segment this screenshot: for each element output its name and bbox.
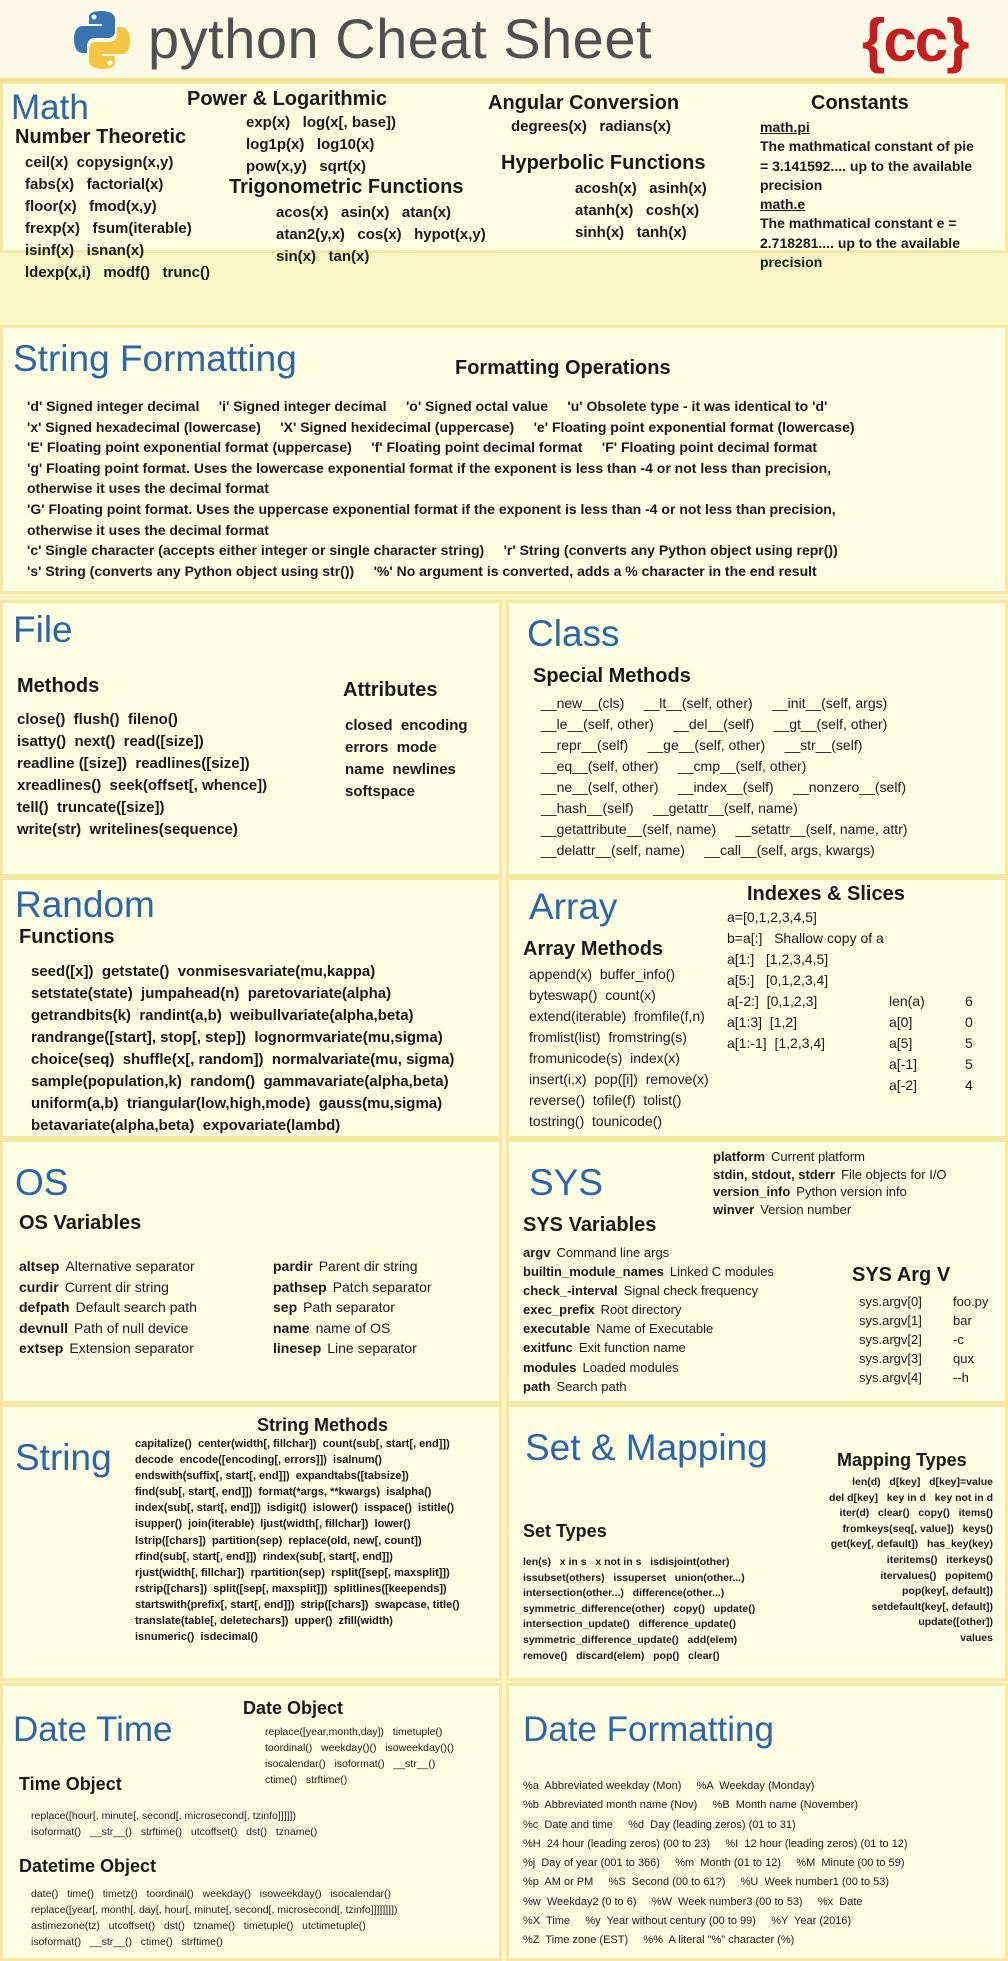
sys-variable-key: modules bbox=[523, 1359, 577, 1375]
set-type-line: len(s) x in s x not in s isdisjoint(other) bbox=[523, 1556, 730, 1568]
format-op-line: otherwise it uses the decimal format bbox=[27, 521, 269, 538]
index-pair bbox=[889, 1075, 973, 1096]
sys-variable bbox=[523, 1377, 774, 1396]
format-op-line: 'c' Single character (accepts either integer or single character string) 'r' String (converts any Python object using repr()) bbox=[27, 542, 838, 559]
math-function-line: pow(x,y) sqrt(x) bbox=[246, 158, 367, 175]
indexes-title: Indexes & Slices bbox=[747, 883, 905, 905]
file-method-line: isatty() next() read([size]) bbox=[17, 733, 204, 750]
format-op-line: 'd' Signed integer decimal 'i' Signed integer decimal 'o' Signed octal value 'u' Obsolete type - it was identical to 'd' bbox=[27, 398, 828, 414]
math-function-line: ceil(x) copysign(x,y) bbox=[25, 154, 174, 171]
sys-argv-row-value: --h bbox=[953, 1370, 969, 1385]
index-line: a[1:-1] [1,2,3,4] bbox=[727, 1035, 826, 1051]
sys-argv-title: SYS Arg V bbox=[852, 1264, 951, 1286]
date-object-line: replace([year,month,day]) timetuple() bbox=[265, 1726, 443, 1738]
math-function-line: floor(x) fmod(x,y) bbox=[25, 198, 157, 215]
os-variable-value: Line separator bbox=[327, 1340, 417, 1356]
random-function-line: setstate(state) jumpahead(n) paretovariate(alpha) bbox=[31, 985, 392, 1002]
sys-variable-key: argv bbox=[523, 1245, 551, 1260]
time-object-line: isoformat() __str__() strftime() utcoffset() dst() tzname() bbox=[31, 1826, 318, 1838]
sys-variable bbox=[523, 1262, 774, 1281]
constants-title: Constants bbox=[811, 92, 909, 114]
sys-variable bbox=[523, 1243, 774, 1262]
indexes-list bbox=[727, 907, 884, 1054]
os-variable bbox=[273, 1256, 432, 1277]
sys-top-item-value: Python version info bbox=[796, 1184, 907, 1200]
sys-argv-row-key: sys.argv[1] bbox=[859, 1313, 922, 1328]
random-section bbox=[0, 877, 502, 1139]
sys-top-item-value: File objects for I/O bbox=[841, 1166, 947, 1182]
random-function-line: randrange([start], stop[, step]) lognormvariate(mu,sigma) bbox=[31, 1029, 443, 1046]
string-methods-list bbox=[135, 1436, 460, 1645]
index-pair bbox=[889, 1033, 973, 1054]
class-title: Class bbox=[527, 613, 620, 654]
os-variable-key: devnull bbox=[19, 1319, 69, 1336]
class-section bbox=[506, 600, 1008, 877]
date-object-line: isocalendar() isoformat() __str__() bbox=[265, 1758, 436, 1770]
format-op-line: otherwise it uses the decimal format bbox=[27, 480, 269, 497]
header bbox=[0, 0, 1008, 81]
mapping-type-line: update([other]) bbox=[918, 1616, 993, 1629]
index-pair-key: a[-2] bbox=[889, 1077, 918, 1093]
array-method-line: insert(i,x) pop([i]) remove(x) bbox=[529, 1071, 709, 1087]
time-object-title: Time Object bbox=[19, 1774, 122, 1794]
datetime-object-title: Datetime Object bbox=[19, 1856, 157, 1876]
index-pair-value: 6 bbox=[965, 993, 973, 1009]
string-formatting-title: String Formatting bbox=[13, 338, 297, 379]
date-time-title: Date Time bbox=[13, 1710, 173, 1749]
sys-argv-row bbox=[859, 1311, 988, 1330]
date-object-title: Date Object bbox=[243, 1698, 344, 1718]
random-function-line: getrandbits(k) randint(a,b) weibullvariate(alpha,beta) bbox=[31, 1007, 414, 1024]
set-type-line: issubset(others) issuperset union(other...) bbox=[523, 1571, 745, 1584]
number-theoretic-list bbox=[25, 152, 210, 284]
python-logo-icon bbox=[70, 8, 134, 72]
sys-variable-key: executable bbox=[523, 1321, 591, 1337]
date-format-line: %X Time %y Year without century (00 to 99) %Y Year (2016) bbox=[523, 1915, 852, 1928]
os-variable-key: altsep bbox=[19, 1258, 60, 1274]
random-function-line: seed([x]) getstate() vonmisesvariate(mu,kappa) bbox=[31, 963, 376, 980]
sys-top-item-key: winver bbox=[713, 1202, 755, 1218]
sys-variable-value: Loaded modules bbox=[582, 1359, 679, 1375]
datetime-object-list bbox=[31, 1886, 398, 1950]
date-format-line: %w Weekday2 (0 to 6) %W Week number3 (00 to 53) %x Date bbox=[523, 1895, 863, 1908]
sys-top-item bbox=[713, 1183, 947, 1201]
math-function-line: sin(x) tan(x) bbox=[276, 248, 370, 265]
date-format-line: %p AM or PM %S Second (00 to 61?) %U Week number1 (00 to 53) bbox=[523, 1876, 890, 1889]
format-op-line: 'E' Floating point exponential format (uppercase) 'f' Floating point decimal format 'F' Floating point decimal format bbox=[27, 439, 818, 456]
os-variable bbox=[273, 1277, 432, 1298]
os-variable-value: Path of null device bbox=[74, 1319, 189, 1336]
sys-top-item-key: version_info bbox=[713, 1184, 791, 1200]
math-function-line: fabs(x) factorial(x) bbox=[25, 176, 164, 193]
sys-variable-key: builtin_module_names bbox=[523, 1264, 664, 1280]
file-attribute-line: name newlines bbox=[345, 761, 456, 778]
os-variable-value: Current dir string bbox=[64, 1278, 169, 1295]
string-method-line: find(sub[, start[, end]]) format(*args, **kwargs) isalpha() bbox=[135, 1486, 432, 1499]
os-title: OS bbox=[15, 1162, 69, 1203]
formatting-operations-list bbox=[27, 396, 855, 581]
power-log-title: Power & Logarithmic bbox=[187, 88, 388, 110]
sys-variable-key: path bbox=[523, 1378, 551, 1394]
string-method-line: index(sub[, start[, end]]) isdigit() islower() isspace() istitle() bbox=[135, 1502, 455, 1515]
set-types-title: Set Types bbox=[523, 1521, 607, 1541]
index-line: a[-2:] [0,1,2,3] bbox=[727, 993, 818, 1009]
sys-variable bbox=[523, 1281, 774, 1300]
random-function-line: choice(seq) shuffle(x[, random]) normalvariate(mu, sigma) bbox=[31, 1051, 455, 1068]
number-theoretic-title: Number Theoretic bbox=[15, 126, 187, 148]
date-format-line: %H 24 hour (leading zeros) (00 to 23) %I 12 hour (leading zeros) (01 to 12) bbox=[523, 1837, 908, 1850]
math-function-line: atanh(x) cosh(x) bbox=[575, 202, 700, 219]
file-attribute-line: closed encoding bbox=[345, 717, 468, 734]
special-method-line: __delattr__(self, name) __call__(self, args, kwargs) bbox=[541, 842, 875, 858]
sys-argv-row-key: sys.argv[0] bbox=[859, 1294, 922, 1309]
index-pair-value: 0 bbox=[965, 1014, 973, 1030]
index-pair bbox=[889, 1054, 973, 1075]
os-variable-key: curdir bbox=[19, 1278, 59, 1295]
special-methods-title: Special Methods bbox=[533, 665, 691, 687]
file-attribute-line: softspace bbox=[345, 783, 416, 800]
os-variable-value: Default search path bbox=[75, 1299, 197, 1315]
os-variable-key: linesep bbox=[273, 1340, 322, 1356]
set-type-line: symmetric_difference(other) copy() update() bbox=[523, 1602, 756, 1615]
datetime-object-line: isoformat() __str__() ctime() strftime() bbox=[31, 1936, 223, 1948]
sys-variable-key: exec_prefix bbox=[523, 1302, 595, 1318]
date-format-line: %a Abbreviated weekday (Mon) %A Weekday (Monday) bbox=[523, 1780, 815, 1792]
string-method-line: decode encode([encoding[, errors]]) isalnum() bbox=[135, 1454, 382, 1467]
special-method-line: __getattribute__(self, name) __setattr__(self, name, attr) bbox=[541, 821, 908, 837]
math-pi-desc bbox=[760, 137, 974, 196]
constant-desc-line: precision bbox=[760, 254, 823, 270]
format-op-line: 's' String (converts any Python object using str()) '%' No argument is converted, adds a % character in the end result bbox=[27, 562, 817, 579]
format-op-line: 'g' Floating point format. Uses the lowercase exponential format if the exponent is less than -4 or not less than precision, bbox=[27, 459, 832, 476]
random-functions-title: Functions bbox=[19, 926, 115, 948]
special-method-line: __ne__(self, other) __index__(self) __nonzero__(self) bbox=[541, 779, 906, 795]
os-variables-title: OS Variables bbox=[19, 1212, 142, 1234]
array-method-line: append(x) buffer_info() bbox=[529, 966, 676, 982]
math-function-line: acos(x) asin(x) atan(x) bbox=[276, 204, 452, 221]
string-method-line: translate(table[, deletechars]) upper() zfill(width) bbox=[135, 1615, 393, 1628]
os-variable-value: Patch separator bbox=[332, 1278, 432, 1295]
array-title: Array bbox=[529, 886, 618, 927]
mapping-type-line: pop(key[, default]) bbox=[902, 1585, 993, 1598]
angular-list bbox=[511, 116, 671, 138]
file-methods-list bbox=[17, 709, 267, 841]
mapping-type-line: len(d) d[key] d[key]=value bbox=[852, 1476, 993, 1488]
math-title: Math bbox=[11, 88, 89, 127]
hyperbolic-list bbox=[575, 178, 707, 244]
math-section bbox=[0, 81, 1008, 281]
file-methods-title: Methods bbox=[17, 675, 100, 697]
array-method-line: reverse() tofile(f) tolist() bbox=[529, 1092, 682, 1108]
sys-top-item-key: platform bbox=[713, 1149, 765, 1164]
os-section bbox=[0, 1139, 502, 1404]
index-pair-value: 5 bbox=[965, 1056, 973, 1072]
os-variables-right bbox=[273, 1256, 432, 1359]
sys-variable bbox=[523, 1300, 774, 1319]
math-function-line: atan2(y,x) cos(x) hypot(x,y) bbox=[276, 226, 486, 243]
trig-title: Trigonometric Functions bbox=[229, 176, 464, 198]
sys-argv-row bbox=[859, 1368, 988, 1387]
sys-top-item-value: Version number bbox=[760, 1202, 852, 1218]
math-function-line: ldexp(x,i) modf() trunc() bbox=[25, 264, 210, 281]
mapping-type-line: del d[key] key in d key not in d bbox=[829, 1491, 993, 1504]
sys-title: SYS bbox=[529, 1162, 604, 1203]
set-type-line: remove() discard(elem) pop() clear() bbox=[523, 1649, 720, 1662]
index-pair-value: 4 bbox=[965, 1077, 973, 1093]
angular-title: Angular Conversion bbox=[488, 92, 680, 114]
set-mapping-section bbox=[506, 1404, 1008, 1681]
time-object-list bbox=[31, 1808, 317, 1840]
file-attributes-list bbox=[345, 715, 468, 803]
sys-argv-row-value: bar bbox=[953, 1313, 972, 1328]
sys-argv-row-key: sys.argv[2] bbox=[859, 1332, 922, 1347]
sys-section bbox=[506, 1139, 1008, 1404]
date-object-list bbox=[265, 1724, 454, 1788]
sys-variable-value: Signal check frequency bbox=[623, 1283, 759, 1299]
format-op-line: 'x' Signed hexadecimal (lowercase) 'X' Signed hexidecimal (uppercase) 'e' Floating point exponential format (lowercase) bbox=[27, 418, 855, 435]
sys-top-item bbox=[713, 1166, 947, 1184]
power-log-list bbox=[246, 112, 396, 178]
sys-argv-list bbox=[859, 1292, 988, 1387]
string-methods-title: String Methods bbox=[257, 1415, 388, 1435]
index-pair-key: a[0] bbox=[889, 1014, 913, 1030]
mapping-type-line: iteritems() iterkeys() bbox=[886, 1553, 993, 1566]
random-functions-list bbox=[31, 961, 454, 1137]
random-function-line: sample(population,k) random() gammavariate(alpha,beta) bbox=[31, 1073, 449, 1090]
mapping-types-list bbox=[829, 1475, 993, 1647]
os-variable bbox=[19, 1318, 197, 1339]
index-pair bbox=[889, 991, 973, 1012]
hyperbolic-title: Hyperbolic Functions bbox=[501, 152, 706, 174]
set-type-line: symmetric_difference_update() add(elem) bbox=[523, 1633, 738, 1646]
date-formatting-section bbox=[506, 1683, 1008, 1961]
constant-desc-line: precision bbox=[760, 177, 823, 193]
file-method-line: xreadlines() seek(offset[, whence]) bbox=[17, 777, 268, 794]
file-method-line: close() flush() fileno() bbox=[17, 711, 178, 728]
random-function-line: uniform(a,b) triangular(low,high,mode) gauss(mu,sigma) bbox=[31, 1095, 443, 1112]
os-variables-left bbox=[19, 1256, 197, 1359]
index-line: a[1:3] [1,2] bbox=[727, 1014, 798, 1030]
constant-desc-line: 2.718281.... up to the available bbox=[760, 234, 960, 251]
math-e-name: math.e bbox=[760, 196, 806, 212]
mapping-type-line: iter(d) clear() copy() items() bbox=[839, 1507, 993, 1520]
cc-badge: {cc} bbox=[862, 7, 968, 74]
os-variable bbox=[19, 1256, 197, 1277]
special-method-line: __hash__(self) __getattr__(self, name) bbox=[541, 800, 798, 816]
random-title: Random bbox=[15, 884, 155, 925]
date-object-line: ctime() strftime() bbox=[265, 1774, 348, 1786]
string-formatting-section bbox=[0, 325, 1008, 594]
sys-variable-value: Search path bbox=[556, 1378, 627, 1394]
file-method-line: tell() truncate([size]) bbox=[17, 799, 165, 816]
sys-argv-row-key: sys.argv[4] bbox=[859, 1370, 922, 1385]
string-method-line: isnumeric() isdecimal() bbox=[135, 1631, 258, 1644]
os-variable-value: Alternative separator bbox=[65, 1258, 195, 1274]
formatting-operations-title: Formatting Operations bbox=[455, 357, 671, 379]
special-method-line: __new__(cls) __lt__(self, other) __init__(self, args) bbox=[541, 695, 888, 711]
index-pair-key: a[5] bbox=[889, 1035, 913, 1051]
string-method-line: lstrip([chars]) partition(sep) replace(old, new[, count]) bbox=[135, 1534, 422, 1547]
sys-argv-row-value: -c bbox=[953, 1332, 964, 1347]
sys-variable-value: Exit function name bbox=[578, 1340, 686, 1356]
date-formatting-list bbox=[523, 1777, 908, 1951]
format-op-line: 'G' Floating point format. Uses the uppercase exponential format if the exponent is less than -4 or not less than precision, bbox=[27, 500, 836, 517]
index-line: b=a[:] Shallow copy of a bbox=[727, 930, 884, 946]
string-method-line: rstrip([chars]) split([sep[, maxsplit]]) splitlines([keepends]) bbox=[135, 1582, 447, 1595]
mapping-type-line: values bbox=[960, 1631, 993, 1644]
datetime-object-line: date() time() timetz() toordinal() weekday() isoweekday() isocalendar() bbox=[31, 1888, 392, 1900]
sys-top-item-key: stdin, stdout, stderr bbox=[713, 1166, 836, 1182]
array-methods-title: Array Methods bbox=[523, 938, 664, 960]
datetime-object-line: astimezone(tz) utcoffset() dst() tzname() timetuple() utctimetuple() bbox=[31, 1920, 366, 1932]
date-format-line: %j Day of year (001 to 366) %m Month (01 to 12) %M Minute (00 to 59) bbox=[523, 1857, 905, 1870]
sys-variable-key: check_-interval bbox=[523, 1283, 618, 1299]
math-function-line: exp(x) log(x[, base]) bbox=[246, 114, 397, 131]
indexes-pairs bbox=[889, 991, 973, 1096]
date-format-line: %b Abbreviated month name (Nov) %B Month name (November) bbox=[523, 1799, 859, 1812]
index-pair-key: a[-1] bbox=[889, 1056, 918, 1072]
trig-list bbox=[276, 202, 486, 268]
special-method-line: __le__(self, other) __del__(self) __gt__(self, other) bbox=[541, 716, 888, 732]
os-variable-value: Parent dir string bbox=[318, 1258, 418, 1274]
file-section bbox=[0, 600, 502, 877]
sys-variable bbox=[523, 1358, 774, 1377]
special-methods-list bbox=[541, 693, 908, 861]
date-format-line: %Z Time zone (EST) %% A literal "%" character (%) bbox=[523, 1934, 795, 1947]
sys-argv-row bbox=[859, 1349, 988, 1368]
special-method-line: __repr__(self) __ge__(self, other) __str__(self) bbox=[541, 737, 863, 753]
array-method-line: tostring() tounicode() bbox=[529, 1113, 663, 1129]
os-variable-key: defpath bbox=[19, 1299, 70, 1315]
index-line: a[5:] [0,1,2,3,4] bbox=[727, 972, 829, 988]
os-variable-value: Path separator bbox=[303, 1299, 395, 1315]
string-method-line: isupper() join(iterable) ljust(width[, fillchar]) lower() bbox=[135, 1518, 411, 1531]
os-variable bbox=[273, 1338, 432, 1359]
os-variable bbox=[19, 1338, 197, 1359]
os-variable-key: pathsep bbox=[273, 1278, 327, 1295]
os-variable bbox=[19, 1297, 197, 1318]
math-pi-name: math.pi bbox=[760, 119, 810, 135]
index-pair bbox=[889, 1012, 973, 1033]
constant-desc-line: The mathmatical constant of pie bbox=[760, 138, 974, 154]
sys-argv-row-value: foo.py bbox=[953, 1294, 989, 1309]
set-types-list bbox=[523, 1555, 755, 1664]
mapping-type-line: setdefault(key[, default]) bbox=[871, 1600, 993, 1613]
set-type-line: intersection(other...) difference(other...) bbox=[523, 1587, 725, 1600]
sys-variable-value: Name of Executable bbox=[596, 1321, 714, 1337]
index-pair-value: 5 bbox=[965, 1035, 973, 1051]
string-method-line: rfind(sub[, start[, end]]) rindex(sub[, start[, end]]) bbox=[135, 1550, 393, 1563]
random-function-line: betavariate(alpha,beta) expovariate(lambd) bbox=[31, 1117, 341, 1134]
string-method-line: endswith(suffix[, start[, end]]) expandtabs([tabsize]) bbox=[135, 1470, 409, 1483]
sys-variable bbox=[523, 1338, 774, 1357]
os-variable-key: name bbox=[273, 1319, 310, 1336]
sys-top-item-value: Current platform bbox=[771, 1149, 865, 1164]
string-title: String bbox=[15, 1437, 112, 1478]
array-method-line: fromlist(list) fromstring(s) bbox=[529, 1029, 687, 1045]
time-object-line: replace([hour[, minute[, second[, microsecond[, tzinfo]]]]]) bbox=[31, 1810, 296, 1822]
array-method-line: fromunicode(s) index(x) bbox=[529, 1050, 680, 1066]
date-formatting-title: Date Formatting bbox=[523, 1710, 774, 1749]
sys-variable-key: exitfunc bbox=[523, 1340, 573, 1356]
sys-variable-value: Command line args bbox=[556, 1245, 670, 1260]
math-e-desc bbox=[760, 214, 960, 273]
math-function-line: sinh(x) tanh(x) bbox=[575, 224, 687, 241]
array-method-line: extend(iterable) fromfile(f,n) bbox=[529, 1008, 705, 1024]
index-line: a[1:] [1,2,3,4,5] bbox=[727, 951, 829, 967]
sys-top-item bbox=[713, 1148, 947, 1166]
mapping-type-line: fromkeys(seq[, value]) keys() bbox=[842, 1522, 993, 1535]
file-title: File bbox=[13, 609, 73, 650]
string-method-line: startswith(prefix[, start[, end]]) strip([chars]) swapcase, title() bbox=[135, 1598, 460, 1611]
constant-desc-line: = 3.141592.... up to the available bbox=[760, 157, 973, 174]
os-variable-key: extsep bbox=[19, 1340, 64, 1356]
string-section bbox=[0, 1404, 502, 1681]
file-method-line: write(str) writelines(sequence) bbox=[17, 821, 238, 838]
os-variable bbox=[19, 1277, 197, 1298]
sys-argv-row bbox=[859, 1292, 988, 1311]
array-method-line: byteswap() count(x) bbox=[529, 987, 656, 1003]
special-method-line: __eq__(self, other) __cmp__(self, other) bbox=[541, 758, 807, 774]
sys-variables-list bbox=[523, 1243, 774, 1396]
sys-variable-value: Linked C modules bbox=[669, 1264, 774, 1280]
file-attribute-line: errors mode bbox=[345, 739, 437, 756]
date-object-line: toordinal() weekday()() isoweekday()() bbox=[265, 1742, 455, 1754]
string-method-line: capitalize() center(width[, fillchar]) count(sub[, start[, end]]) bbox=[135, 1438, 450, 1450]
file-method-line: readline ([size]) readlines([size]) bbox=[17, 755, 250, 772]
string-method-line: rjust(width[, fillchar]) rpartition(sep) rsplit([sep[, maxsplit]]) bbox=[135, 1566, 450, 1579]
mapping-types-title: Mapping Types bbox=[837, 1450, 967, 1470]
os-variable-key: pardir bbox=[273, 1258, 313, 1274]
sys-argv-row-value: qux bbox=[953, 1351, 974, 1366]
constant-desc-line: The mathmatical constant e = bbox=[760, 215, 957, 231]
math-function-line: isinf(x) isnan(x) bbox=[25, 242, 145, 259]
sys-argv-row bbox=[859, 1330, 988, 1349]
os-variable-value: name of OS bbox=[315, 1319, 391, 1336]
math-function-line: log1p(x) log10(x) bbox=[246, 136, 375, 153]
mapping-type-line: itervalues() popitem() bbox=[880, 1569, 993, 1582]
math-function-line: frexp(x) fsum(iterable) bbox=[25, 220, 192, 237]
math-function-line: degrees(x) radians(x) bbox=[511, 118, 672, 135]
set-type-line: intersection_update() difference_update() bbox=[523, 1618, 736, 1631]
mapping-type-line: get(key[, default]) has_key(key) bbox=[830, 1538, 993, 1551]
file-attributes-title: Attributes bbox=[343, 679, 438, 701]
math-function-line: acosh(x) asinh(x) bbox=[575, 180, 707, 197]
os-variable bbox=[273, 1297, 432, 1318]
os-variable bbox=[273, 1318, 432, 1339]
page-title: python Cheat Sheet bbox=[148, 7, 653, 70]
sys-top-list bbox=[713, 1148, 947, 1219]
sys-variable-value: Root directory bbox=[600, 1302, 682, 1318]
array-methods-list bbox=[529, 964, 709, 1132]
index-pair-key: len(a) bbox=[889, 993, 925, 1009]
os-variable-value: Extension separator bbox=[69, 1340, 194, 1356]
sys-argv-row-key: sys.argv[3] bbox=[859, 1351, 922, 1366]
sys-variables-title: SYS Variables bbox=[523, 1214, 657, 1236]
date-format-line: %c Date and time %d Day (leading zeros) (01 to 31) bbox=[523, 1818, 796, 1831]
sys-top-item bbox=[713, 1201, 947, 1219]
date-time-section bbox=[0, 1683, 502, 1961]
sys-variable bbox=[523, 1319, 774, 1338]
set-mapping-title: Set & Mapping bbox=[525, 1427, 768, 1468]
os-variable-key: sep bbox=[273, 1299, 298, 1315]
datetime-object-line: replace([year[, month[, day[, hour[, minute[, second[, microsecond[, tzinfo]]]]]]]]) bbox=[31, 1904, 398, 1916]
array-section bbox=[506, 877, 1008, 1139]
index-line: a=[0,1,2,3,4,5] bbox=[727, 909, 817, 925]
